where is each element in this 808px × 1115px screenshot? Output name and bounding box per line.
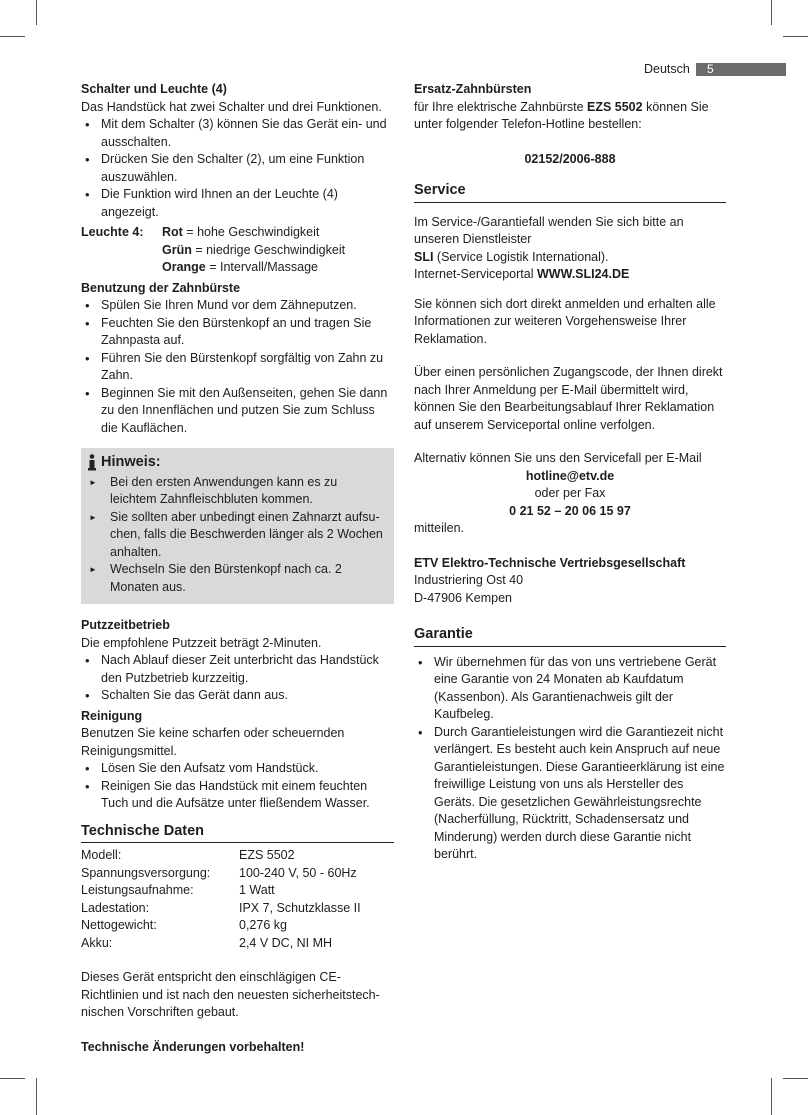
tech-title: Technische Daten: [81, 823, 394, 844]
timer-intro: Die empfohlene Putzzeit beträgt 2-Minuten.: [81, 635, 322, 650]
crop-mark: [783, 36, 808, 37]
crop-mark: [36, 1078, 37, 1115]
tech-value: EZS 5502: [239, 848, 295, 862]
spare-title: Ersatz-Zahnbürsten: [414, 82, 532, 96]
tech-value: 0,276 kg: [239, 918, 287, 932]
crop-mark: [36, 0, 37, 25]
service-fax: 0 21 52 – 20 06 15 97: [509, 503, 631, 518]
crop-mark: [783, 1078, 808, 1079]
service-title: Service: [414, 182, 726, 203]
company-city: D-47906 Kempen: [414, 590, 512, 605]
crop-mark: [771, 1078, 772, 1115]
service-p1: Im Service-/Garantiefall wenden Sie sich bitte an unseren Dienstleister SLI (Service Logistik International).: [414, 214, 684, 264]
right-column: [414, 81, 726, 864]
tech-label: Spannungsversorgung:: [81, 865, 211, 880]
list-item: ► Bei den ersten Anwendungen kann es zu leichtem Zahnfleischbluten kommen.: [87, 474, 386, 509]
service-section: [414, 182, 726, 607]
crop-mark: [0, 36, 25, 37]
list-item: • Wir übernehmen für das von uns vertriebene Gerät eine Garantie von 24 Monaten ab Kaufdatum (Kassenbon). Als Garantienachweis gilt der Kaufbeleg.: [414, 654, 726, 724]
usage-list: [81, 297, 394, 437]
warranty-section: [414, 626, 726, 864]
company-street: Industriering Ost 40: [414, 573, 524, 587]
info-icon: [87, 454, 97, 471]
language-label: Deutsch: [644, 62, 690, 76]
service-p2: Sie können sich dort direkt anmelden und erhalten alle Informationen zur weiteren Vorgehensweise Ihrer Reklamation.: [414, 296, 716, 346]
list-item: ► Sie sollten aber unbedingt einen Zahnarzt aufsu-chen, falls die Beschwerden länger als 2 Wochen anhalten.: [87, 509, 386, 562]
changes-note: Technische Änderungen vorbehalten!: [81, 1039, 305, 1054]
timer-list: [81, 652, 394, 705]
lamp-row: Rot = hohe Geschwindigkeit: [162, 225, 320, 239]
page-number: 5: [707, 62, 714, 76]
list-item: ► Wechseln Sie den Bürstenkopf nach ca. 2 Monaten aus.: [87, 561, 386, 596]
list-item: • Mit dem Schalter (3) können Sie das Gerät ein- und ausschalten.: [81, 116, 394, 151]
service-portal: Internet-Serviceportal WWW.SLI24.DE: [414, 267, 630, 281]
list-item: • Die Funktion wird Ihnen an der Leuchte (4) angezeigt.: [81, 186, 394, 221]
spare-hotline: 02152/2006-888: [524, 151, 616, 166]
switch-section: [81, 81, 394, 277]
cleaning-section: [81, 708, 394, 813]
hint-list: [87, 474, 386, 597]
spare-section: [414, 81, 726, 168]
list-item: • Schalten Sie das Gerät dann aus.: [81, 687, 394, 705]
list-item: • Feuchten Sie den Bürstenkopf an und tragen Sie Zahnpasta auf.: [81, 315, 394, 350]
timer-section: [81, 617, 394, 705]
usage-title: Benutzung der Zahnbürste: [81, 280, 241, 295]
timer-title: Putzzeitbetrieb: [81, 618, 170, 632]
service-or-fax: oder per Fax: [534, 486, 606, 500]
list-item: • Führen Sie den Bürstenkopf sorgfältig von Zahn zu Zahn.: [81, 350, 394, 385]
tech-label: Modell:: [81, 848, 122, 862]
tech-section: [81, 823, 394, 1057]
tech-value: IPX 7, Schutzklasse II: [239, 900, 361, 915]
tech-label: Nettogewicht:: [81, 918, 157, 932]
usage-section: [81, 280, 394, 438]
tech-value: 100-240 V, 50 - 60Hz: [239, 865, 357, 880]
company-name: ETV Elektro-Technische Vertriebsgesellschaft: [414, 555, 686, 570]
crop-mark: [0, 1078, 25, 1079]
crop-mark: [771, 0, 772, 25]
service-email: hotline@etv.de: [525, 468, 615, 483]
lamp-row: Grün = niedrige Geschwindigkeit: [162, 242, 346, 257]
page-number-bar: [696, 63, 786, 76]
switch-title: Schalter und Leuchte (4): [81, 82, 227, 96]
lamp-label: Leuchte 4:: [81, 225, 144, 239]
switch-intro: Das Handstück hat zwei Schalter und drei Funktionen.: [81, 99, 382, 114]
cleaning-intro: Benutzen Sie keine scharfen oder scheuernden Reinigungsmittel.: [81, 726, 345, 758]
tech-value: 1 Watt: [239, 883, 275, 897]
service-p3: Über einen persönlichen Zugangscode, der Ihnen direkt nach Ihrer Anmeldung per E-Mail übermittelt wird, können Sie den Bearbeitungsablauf Ihrer Reklamation auf unserem Serviceportal online verfolgen.: [414, 365, 723, 432]
list-item: • Spülen Sie Ihren Mund vor dem Zähneputzen.: [81, 297, 394, 315]
service-p4-end: mitteilen.: [414, 521, 465, 535]
list-item: • Nach Ablauf dieser Zeit unterbricht das Handstück den Putzbetrieb kurzzeitig.: [81, 652, 394, 687]
tech-table: [81, 847, 394, 952]
list-item: • Beginnen Sie mit den Außenseiten, gehen Sie dann zu den Innenflächen und putzen Sie zum Schluss die Kauflächen.: [81, 385, 394, 438]
left-column: [81, 81, 394, 1056]
warranty-list: [414, 654, 726, 864]
hint-box: [81, 448, 394, 604]
lamp-row: Orange = Intervall/Massage: [162, 260, 318, 274]
cleaning-title: Reinigung: [81, 708, 143, 723]
warranty-title: Garantie: [414, 626, 726, 647]
list-item: • Durch Garantieleistungen wird die Garantiezeit nicht verlängert. Es besteht auch kein Anspruch auf neue Garantieleistungen. Diese Garantieerklärung ist eine freiwillige Leistung von uns als Hersteller des Geräts. Die gesetzlichen Gewährleistungsrechte (Nacherfüllung, Rücktritt, Schadensersatz und Minderung) werden durch diese Garantie nicht berührt.: [414, 724, 726, 864]
hint-title: Hinweis:: [101, 454, 161, 470]
lamp-table: [81, 224, 394, 277]
tech-label: Ladestation:: [81, 900, 150, 915]
ce-text: Dieses Gerät entspricht den einschlägigen CE-Richtlinien und ist nach den neuesten sicherheitstech-nischen Vorschriften gebaut.: [81, 970, 380, 1019]
tech-label: Akku:: [81, 935, 113, 950]
page-header: [620, 61, 786, 77]
tech-value: 2,4 V DC, NI MH: [239, 935, 333, 950]
list-item: • Drücken Sie den Schalter (2), um eine Funktion auszuwählen.: [81, 151, 394, 186]
service-p4: Alternativ können Sie uns den Servicefall per E-Mail: [414, 451, 702, 465]
cleaning-list: [81, 760, 394, 813]
hint-header: [87, 454, 386, 472]
tech-label: Leistungsaufnahme:: [81, 883, 194, 897]
list-item: • Reinigen Sie das Handstück mit einem feuchten Tuch und die Aufsätze unter fließendem Wasser.: [81, 778, 394, 813]
switch-list: [81, 116, 394, 221]
spare-text: für Ihre elektrische Zahnbürste EZS 5502 können Sie unter folgender Telefon-Hotline bestellen:: [414, 99, 709, 131]
list-item: • Lösen Sie den Aufsatz vom Handstück.: [81, 760, 394, 778]
